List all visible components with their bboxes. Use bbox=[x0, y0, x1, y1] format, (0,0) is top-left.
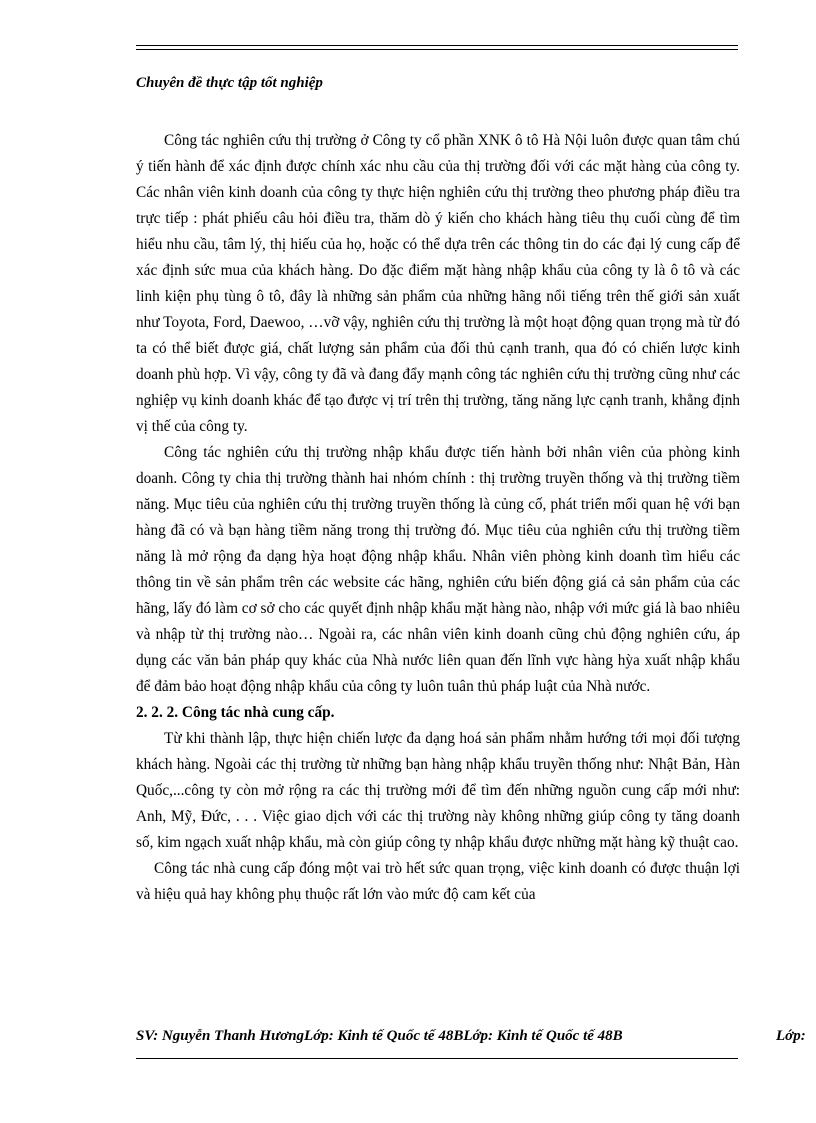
section-heading: 2. 2. 2. Công tác nhà cung cấp. bbox=[136, 704, 335, 721]
footer-rule bbox=[136, 1058, 738, 1061]
page-header-title: Chuyên đề thực tập tốt nghiệp bbox=[136, 75, 323, 91]
paragraph-supplier-1: Từ khi thành lập, thực hiện chiến lược đa dạng hoá sản phẩm nhằm hướng tới mọi đối tượng khách hàng. Ngoài các thị trường từ những bạn hàng nhập khẩu truyền thống như: Nhật Bản, Hàn Quốc,...công ty còn mở rộng ra các thị trường mới để tìm đến những nguồn cung cấp mới như: Anh, Mỹ, Đức, . . . Việc giao dịch với các thị trường này không những giúp công ty tăng doanh số, kim ngạch xuất nhập khẩu, mà còn giúp công ty nhập khẩu được những mặt hàng kỹ thuật cao. bbox=[136, 730, 740, 851]
page-footer bbox=[136, 1028, 816, 1045]
document-body bbox=[136, 128, 740, 908]
footer-student-info: SV: Nguyễn Thanh HươngLớp: Kinh tế Quốc tế 48BLớp: Kinh tế Quốc tế 48B bbox=[136, 1028, 623, 1044]
footer-class-label: Lớp: bbox=[776, 1028, 806, 1044]
paragraph-market-research-2: Công tác nghiên cứu thị trường nhập khẩu được tiến hành bởi nhân viên của phòng kinh doanh. Công ty chia thị trường thành hai nhóm chính : thị trường truyền thống và thị trường tiềm năng. Mục tiêu của nghiên cứu thị trường truyền thống là củng cố, phát triển mối quan hệ với bạn hàng đã có và bạn hàng tiềm năng trong thị trường đó. Mục tiêu của nghiên cứu thị trường tiềm năng là mở rộng đa dạng hỳa hoạt động nhập khẩu. Nhân viên phòng kinh doanh tìm hiểu các thông tin về sản phẩm trên các website các hãng, nghiên cứu biến động giá cả sản phẩm của các hãng, lấy đó làm cơ sở cho các quyết định nhập khẩu mặt hàng nào, nhập với mức giá là bao nhiêu và nhập từ thị trường nào… Ngoài ra, các nhân viên kinh doanh cũng chủ động nghiên cứu, áp dụng các văn bản pháp quy khác của Nhà nước liên quan đến lĩnh vực hàng hỳa xuất nhập khẩu để đảm bảo hoạt động nhập khẩu của công ty luôn tuân thủ pháp luật của Nhà nước. bbox=[136, 444, 740, 695]
paragraph-supplier-2: Công tác nhà cung cấp đóng một vai trò hết sức quan trọng, việc kinh doanh có được thuận lợi và hiệu quả hay không phụ thuộc rất lớn vào mức độ cam kết của bbox=[136, 860, 740, 903]
paragraph-market-research-1: Công tác nghiên cứu thị trường ở Công ty cổ phần XNK ô tô Hà Nội luôn được quan tâm chú ý tiến hành để xác định được chính xác nhu cầu của thị trường đối với các mặt hàng của công ty. Các nhân viên kinh doanh của công ty thực hiện nghiên cứu thị trường theo phương pháp điều tra trực tiếp : phát phiếu câu hỏi điều tra, thăm dò ý kiến cho khách hàng tiêu thụ cuối cùng để tìm hiểu nhu cầu, tâm lý, thị hiếu của họ, hoặc có thể dựa trên các thông tin do các đại lý cung cấp để xác định sức mua của khách hàng. Do đặc điểm mặt hàng nhập khẩu của công ty là ô tô và các linh kiện phụ tùng ô tô, đây là những sản phẩm của những hãng nổi tiếng trên thế giới sản xuất như Toyota, Ford, Daewoo, …vỡ vậy, nghiên cứu thị trường là một hoạt động quan trọng mà từ đó ta có thể biết được giá, chất lượng sản phẩm của đối thủ cạnh tranh, qua đó có chiến lược kinh doanh phù hợp. Vì vậy, công ty đã và đang đẩy mạnh công tác nghiên cứu thị trường cũng như các nghiệp vụ kinh doanh khác để tạo được vị trí trên thị trường, tăng năng lực cạnh tranh, khẳng định vị thế của công ty. bbox=[136, 132, 740, 435]
header-rule bbox=[136, 45, 738, 50]
